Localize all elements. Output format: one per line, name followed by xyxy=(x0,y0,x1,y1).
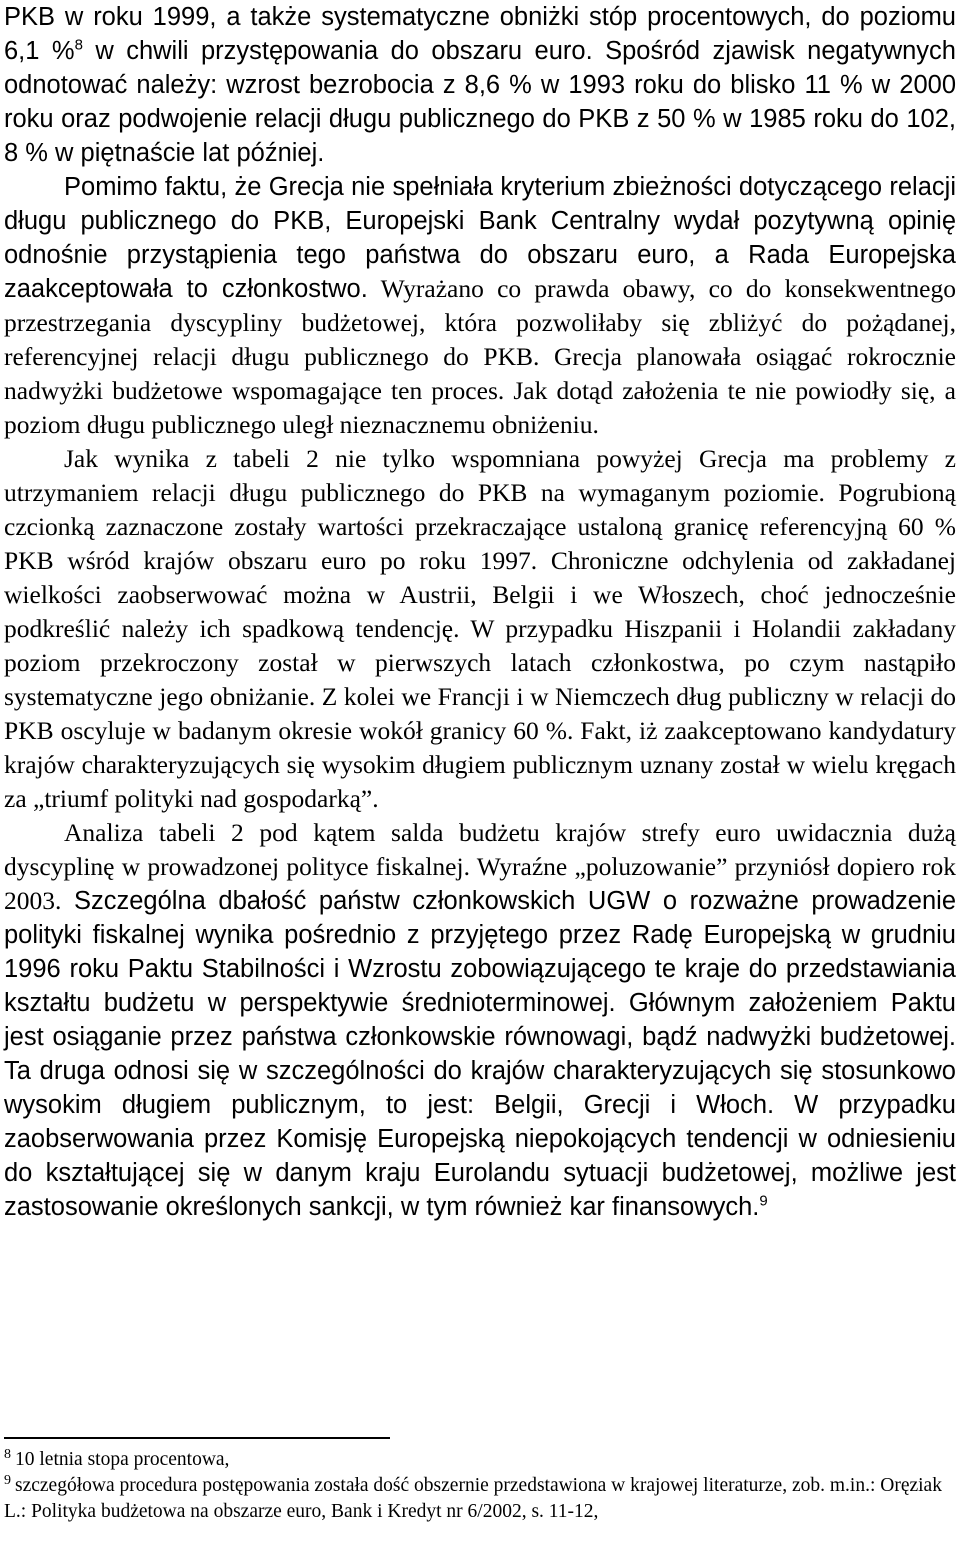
paragraph-1 xyxy=(4,0,956,170)
footnote-8-number: 8 xyxy=(4,1446,11,1462)
paragraph-2-text-a: Pomimo faktu, że Grecja nie spełniała kryterium zbieżności dotyczącego relacji długu publicznego do PKB, Europejski Bank Centralny wydał pozytywną opinię odnośnie przystąpienia tego państwa do obszaru euro, a Rada Europejska zaakceptowała to członkostwo. xyxy=(4,173,956,303)
footnote-9 xyxy=(4,1473,956,1525)
paragraph-4-text-b: Szczególna dbałość państw członkowskich UGW o rozważne prowadzenie polityki fiskalnej wynika pośrednio z przyjętego przez Radę Europejską w grudniu 1996 roku Paktu Stabilności i Wzrostu zobowiązującego te kraje do przedstawiania kształtu budżetu w perspektywie średnioterminowej. Głównym założeniem Paktu jest osiąganie przez państwa członkowskie równowagi, bądź nadwyżki budżetowej. Ta druga odnosi się w szczególności do krajów charakteryzujących się stosunkowo wysokim długiem publicznym, to jest: Belgii, Grecji i Włoch. W przypadku zaobserwowania przez Komisję Europejską niepokojących tendencji w odniesieniu do kształtującej się w danym kraju Eurolandu sytuacji budżetowej, możliwe jest zastosowanie określonych sankcji, w tym również kar finansowych. xyxy=(4,887,956,1221)
footnote-ref-8: 8 xyxy=(74,36,83,54)
footnote-9-number: 9 xyxy=(4,1472,11,1488)
paragraph-2-text-b: Wyrażano co prawda obawy, co do konsekwentnego przestrzegania dyscypliny budżetowej, która pozwoliłaby się zbliżyć do pożądanej, referencyjnej relacji długu publicznego do PKB. Grecja planowała osiągać rokrocznie nadwyżki budżetowe wspomagające ten proces. Jak dotąd założenia te nie powiodły się, a poziom długu publicznego uległ nieznacznemu obniżeniu. xyxy=(4,274,956,439)
footnote-8 xyxy=(4,1447,956,1473)
footnote-ref-9: 9 xyxy=(759,1192,768,1210)
paragraph-1-text-a: PKB w roku 1999, a także systematyczne obniżki stóp procentowych, do poziomu 6,1 % xyxy=(4,3,956,65)
paragraph-2 xyxy=(4,170,956,442)
paragraph-4 xyxy=(4,816,956,1224)
paragraph-4-text-a: Analiza tabeli 2 pod kątem salda budżetu krajów strefy euro uwidacznia dużą dyscyplinę w prowadzonej polityce fiskalnej. Wyraźne „poluzowanie” przyniósł dopiero rok 2003. xyxy=(4,818,956,915)
document-page xyxy=(4,0,956,1224)
footnote-8-text: 10 letnia stopa procentowa, xyxy=(15,1449,230,1470)
footnote-9-text: szczegółowa procedura postępowania została dość obszernie przedstawiona w krajowej literaturze, zob. m.in.: Oręziak L.: Polityka budżetowa na obszarze euro, Bank i Kredyt nr 6/2002, s. 11-12, xyxy=(4,1475,942,1522)
paragraph-3: Jak wynika z tabeli 2 nie tylko wspomniana powyżej Grecja ma problemy z utrzymaniem relacji długu publicznego do PKB na wymaganym poziomie. Pogrubioną czcionką zaznaczone zostały wartości przekraczające ustaloną granicę referencyjną 60 % PKB wśród krajów obszaru euro po roku 1997. Chroniczne odchylenia od zakładanej wielkości zaobserwować można w Austrii, Belgii i we Włoszech, choć jednocześnie podkreślić należy ich spadkową tendencję. W przypadku Hiszpanii i Holandii zakładany poziom przekroczony został w pierwszych latach członkostwa, po czym nastąpiło systematyczne jego obniżanie. Z kolei we Francji i w Niemczech dług publiczny w relacji do PKB oscyluje w badanym okresie wokół granicy 60 %. Fakt, iż zaakceptowano kandydatury krajów charakteryzujących się wysokim długiem publicznym uznany został w wielu kręgach za „triumf polityki nad gospodarką”. xyxy=(4,444,956,813)
footnote-separator xyxy=(4,1437,390,1439)
footnotes xyxy=(4,1447,956,1525)
paragraph-1-text-b: w chwili przystępowania do obszaru euro. Spośród zjawisk negatywnych odnotować należy: wzrost bezrobocia z 8,6 % w 1993 roku do blisko 11 % w 2000 roku oraz podwojenie relacji długu publicznego do PKB z 50 % w 1985 roku do 102, 8 % w piętnaście lat później. xyxy=(4,37,956,167)
